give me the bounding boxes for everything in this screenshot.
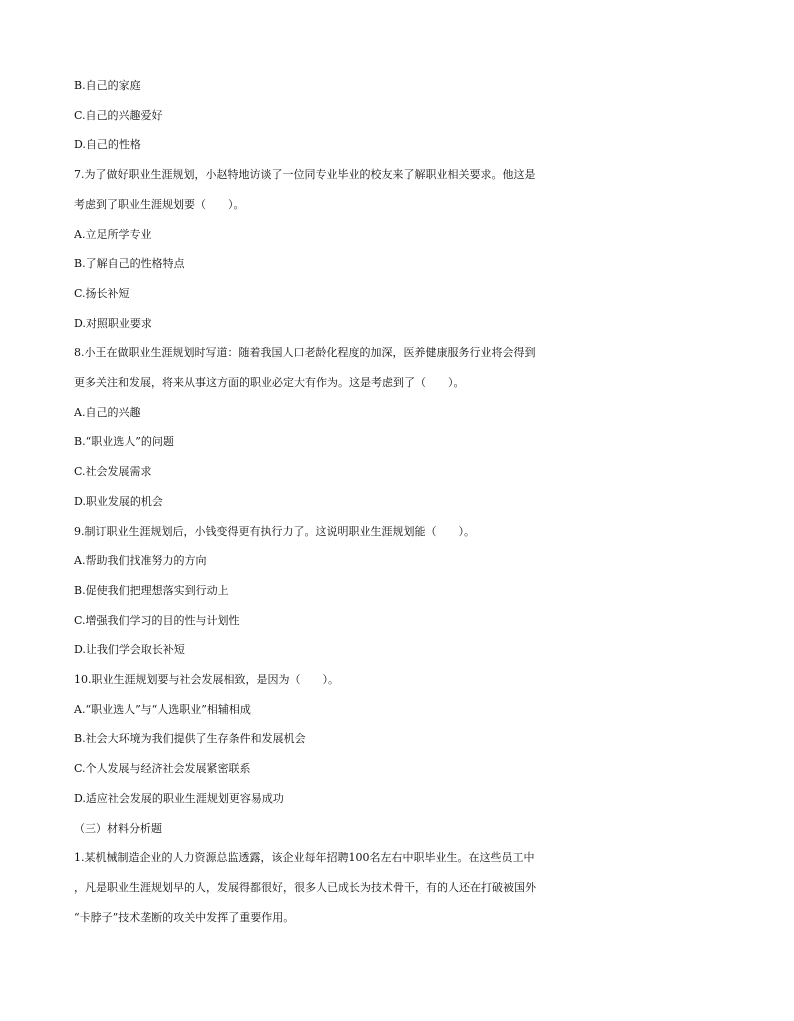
q9-option-d: D.让我们学会取长补短 <box>74 643 185 657</box>
q8-option-c: C.社会发展需求 <box>74 465 152 479</box>
option-b-family: B.自己的家庭 <box>74 79 141 92</box>
option-c-interests: C.自己的兴趣爱好 <box>74 108 163 122</box>
question-7-line-2: 考虑到了职业生涯规划要（ ）。 <box>74 197 245 211</box>
question-7-line-1: 7.为了做好职业生涯规划，小赵特地访谈了一位同专业毕业的校友来了解职业相关要求。他这是 <box>74 168 536 182</box>
material-1-line-3: “卡脖子”技术垄断的攻关中发挥了重要作用。 <box>74 910 295 924</box>
option-d-personality: D.自己的性格 <box>74 138 141 152</box>
q8-option-b: B.“职业选人”的问题 <box>74 435 174 449</box>
q8-option-d: D.职业发展的机会 <box>74 494 163 508</box>
question-10: 10.职业生涯规划要与社会发展相致，是因为（ ）。 <box>74 673 339 687</box>
question-8-line-1: 8.小王在做职业生涯规划时写道：随着我国人口老龄化程度的加深，医养健康服务行业将会得到 <box>74 346 536 360</box>
q9-option-b: B.促使我们把理想落实到行动上 <box>74 583 229 597</box>
material-1-line-1: 1.某机械制造企业的人力资源总监透露，该企业每年招聘100名左右中职毕业生。在这些员工中 <box>74 851 535 865</box>
question-9: 9.制订职业生涯规划后，小钱变得更有执行力了。这说明职业生涯规划能（ ）。 <box>74 524 475 538</box>
q10-option-c: C.个人发展与经济社会发展紧密联系 <box>74 762 251 776</box>
section-heading-material-analysis: （三）材料分析题 <box>74 821 162 835</box>
q9-option-c: C.增强我们学习的目的性与计划性 <box>74 613 240 627</box>
q7-option-b: B.了解自己的性格特点 <box>74 257 185 271</box>
q9-option-a: A.帮助我们找准努力的方向 <box>74 554 207 568</box>
q10-option-d: D.适应社会发展的职业生涯规划更容易成功 <box>74 791 284 805</box>
document-page <box>74 71 734 932</box>
q10-option-a: A.“职业选人”与“人选职业”相辅相成 <box>74 702 251 716</box>
q7-option-c: C.扬长补短 <box>74 286 130 300</box>
q7-option-d: D.对照职业要求 <box>74 316 152 330</box>
q10-option-b: B.社会大环境为我们提供了生存条件和发展机会 <box>74 732 306 746</box>
q8-option-a: A.自己的兴趣 <box>74 405 141 419</box>
question-8-line-2: 更多关注和发展，将来从事这方面的职业必定大有作为。这是考虑到了（ ）。 <box>74 376 465 390</box>
q7-option-a: A.立足所学专业 <box>74 227 152 241</box>
material-1-line-2: ，凡是职业生涯规划早的人，发展得都很好，很多人已成长为技术骨干，有的人还在打破被国外 <box>74 880 536 894</box>
